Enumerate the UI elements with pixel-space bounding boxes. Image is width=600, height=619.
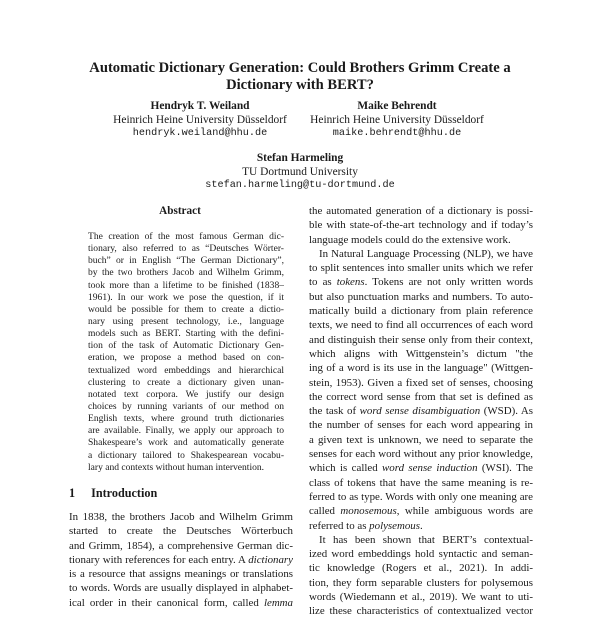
text-line <box>69 553 293 567</box>
author-email: hendryk.weiland@hhu.de <box>132 128 268 139</box>
text-line <box>88 340 284 352</box>
text-span: words (Wiedemann et al., 2019). We want to uti- <box>309 591 533 604</box>
text-line <box>69 581 293 595</box>
text-line <box>309 290 533 304</box>
text-span: stein, 1953). Given a fixed set of senses, choosing <box>309 376 533 389</box>
text-span: . <box>420 519 423 532</box>
text-line <box>88 304 284 316</box>
text-span: which is called <box>309 462 383 475</box>
emphasis-term: word sense disambiguation <box>359 405 481 418</box>
text-span: to split sentences into smaller units which we refer <box>309 262 533 275</box>
text-span: called <box>309 505 341 518</box>
text-span: is a resource that assigns meanings or translations <box>69 568 293 581</box>
text-line <box>88 280 284 292</box>
paragraph <box>309 533 533 619</box>
text-line <box>88 255 284 267</box>
text-line <box>309 476 533 490</box>
text-span: . Tokens are not only written words <box>364 276 533 289</box>
text-span: started to create the Deutsches Wörterbuch <box>69 525 293 538</box>
text-line <box>309 275 533 289</box>
text-line <box>309 604 533 618</box>
text-span: tion of the task of Automatic Dictionary Gen- <box>88 340 284 352</box>
abstract-body <box>88 231 284 474</box>
text-line <box>69 596 293 610</box>
text-line <box>88 389 284 401</box>
text-line <box>309 304 533 318</box>
title-line-1: Automatic Dictionary Generation: Could Brothers Grimm Create a <box>89 60 511 76</box>
title-line-2: Dictionary with BERT? <box>226 77 374 93</box>
text-line <box>309 490 533 504</box>
right-column <box>309 204 533 619</box>
text-span: a dictionary tailored to Shakespearean vocabu- <box>88 449 284 461</box>
text-line <box>88 450 284 462</box>
text-span: It has been shown that BERT’s contextual- <box>319 533 533 546</box>
text-line <box>88 316 284 328</box>
text-line <box>309 590 533 604</box>
text-span: texts, we need to find all occurrences of each word <box>309 319 533 332</box>
text-span: by the two brothers Jacob and Wilhelm Grimm, <box>88 267 284 279</box>
author-email: stefan.harmeling@tu-dortmund.de <box>205 180 395 191</box>
text-span: In 1838, the brothers Jacob and Wilhelm Grimm <box>69 511 293 523</box>
paragraph <box>309 204 533 247</box>
text-span: lize these characteristics of contextualized vector <box>309 605 533 618</box>
text-span: and distinguish their sense only from their context, <box>309 333 533 346</box>
text-line <box>309 547 533 561</box>
text-span: ical order in their canonical form, called <box>69 596 264 609</box>
text-span: English texts, where ground truth dictionaries <box>88 413 284 425</box>
text-line <box>309 447 533 461</box>
text-span: ferred to as type. Words with only one meaning are <box>309 490 533 503</box>
text-span: choices by running variants of our method on <box>88 400 284 412</box>
text-span: notated text corpora. We justify our design <box>88 388 284 400</box>
author-affiliation: TU Dortmund University <box>242 166 358 178</box>
text-line <box>69 539 293 553</box>
text-line <box>309 519 533 533</box>
text-line <box>309 504 533 518</box>
emphasis-term: word sense induction <box>382 462 478 475</box>
text-span: language models could do the extensive work. <box>309 233 511 246</box>
text-span: are available. Finally, we apply our approach to <box>88 425 284 437</box>
author-name: Stefan Harmeling <box>256 152 344 164</box>
text-line <box>88 328 284 340</box>
author-affiliation: Heinrich Heine University Düsseldorf <box>310 114 484 126</box>
text-line <box>309 533 533 547</box>
text-span: the automated generation of a dictionary is possi- <box>309 205 533 217</box>
text-line <box>88 292 284 304</box>
paper-title <box>60 60 540 94</box>
text-span: which aligns with Wittgenstein’s dictum "the <box>309 347 533 360</box>
text-span: , while ambiguous words are <box>396 505 533 518</box>
text-span: a given text is unknown, we need to separate the <box>309 433 533 446</box>
text-span: models such as BERT. Starting with the defini- <box>88 328 284 340</box>
text-line <box>88 413 284 425</box>
text-line <box>69 567 293 581</box>
text-line <box>309 361 533 375</box>
text-line <box>88 462 284 474</box>
text-line <box>309 433 533 447</box>
text-span: to words. Words are usually displayed in alphabet- <box>69 582 293 595</box>
section-title: Introduction <box>91 486 158 500</box>
text-line <box>88 267 284 279</box>
intro-left-column <box>69 510 293 610</box>
text-span: buch” or in English “The German Dictionary”, <box>88 255 284 267</box>
text-span: nary using present technology, i.e., language <box>88 315 284 327</box>
text-line <box>69 524 293 538</box>
text-line <box>88 231 284 243</box>
text-span: (WSI). The <box>477 462 533 475</box>
text-line <box>88 365 284 377</box>
text-span: 1961). In our work we pose the question, if it <box>88 291 284 303</box>
text-span: referred to as <box>309 519 370 532</box>
text-line <box>309 418 533 432</box>
text-line <box>309 461 533 475</box>
text-line <box>69 510 293 524</box>
text-span: ble with state-of-the-art technology and if today’s <box>309 219 533 232</box>
emphasis-term: monosemous <box>340 505 397 518</box>
text-span: clustering to create a dictionary given unan- <box>88 376 284 388</box>
text-span: but also punctuation marks and numbers. To auto- <box>309 290 533 303</box>
text-line <box>309 261 533 275</box>
author-email: maike.behrendt@hhu.de <box>332 128 462 139</box>
emphasis-term: dictionary <box>248 553 293 566</box>
text-line <box>309 247 533 261</box>
text-span: (WSD). As <box>480 405 533 418</box>
emphasis-term: polysemous <box>369 519 420 532</box>
text-line <box>309 233 533 247</box>
emphasis-term: tokens <box>336 276 365 289</box>
text-line <box>88 437 284 449</box>
text-span: tionary, also referred to as “Deutsches Wörter- <box>88 243 284 255</box>
text-span: and Grimm, 1854), a comprehensive German dic- <box>69 539 293 552</box>
text-span: Shakespeare’s work and automatically generate <box>88 437 284 449</box>
author-name: Maike Behrendt <box>357 100 437 112</box>
author-block <box>150 151 450 193</box>
text-line <box>309 218 533 232</box>
text-line <box>88 425 284 437</box>
author-block <box>90 99 310 141</box>
text-line <box>309 333 533 347</box>
abstract-heading: Abstract <box>159 205 201 217</box>
author-affiliation: Heinrich Heine University Düsseldorf <box>113 114 287 126</box>
text-span: In Natural Language Processing (NLP), we have <box>319 247 533 260</box>
text-span: tion, they form separable clusters for polysemous <box>309 576 533 589</box>
text-span: would be possible for them to create a dictio- <box>88 303 284 315</box>
text-span: class of tokens that have the same meaning is re- <box>309 476 533 489</box>
text-span: eration, we propose a method based on con- <box>88 352 284 364</box>
text-span: senses for each word without any prior knowledge, <box>309 448 533 461</box>
text-span: took more than a lifetime to be finished (1838– <box>88 279 284 291</box>
text-line <box>88 377 284 389</box>
text-line <box>309 376 533 390</box>
text-span: The creation of the most famous German dic- <box>88 231 284 242</box>
text-line <box>309 404 533 418</box>
text-span: the number of senses for each word appearing in <box>309 419 533 432</box>
text-span: textualized word embeddings and hierarchical <box>88 364 284 376</box>
text-line <box>309 561 533 575</box>
text-line <box>309 576 533 590</box>
text-span: ized word embeddings hold syntactic and seman- <box>309 548 533 561</box>
text-span: the correct word sense from that set is defined as <box>309 390 533 403</box>
text-span: tic knowledge (Rogers et al., 2021). In addi- <box>309 562 533 575</box>
text-span: matically build a dictionary from plain reference <box>309 305 533 318</box>
text-line <box>88 401 284 413</box>
text-line <box>309 347 533 361</box>
paragraph <box>309 247 533 533</box>
emphasis-term: lemma <box>263 596 293 609</box>
section-heading <box>69 486 173 501</box>
text-span: ing of a word is its use in the language" (Wittgen- <box>309 362 533 375</box>
text-span: the task of <box>309 405 360 418</box>
text-span: to as <box>309 276 337 289</box>
text-span: lary and contexts without human intervention. <box>88 461 265 473</box>
text-line <box>309 318 533 332</box>
text-line <box>309 390 533 404</box>
author-name: Hendryk T. Weiland <box>150 100 250 112</box>
section-number: 1 <box>69 486 76 500</box>
text-span: tionary with references for each entry. A <box>69 553 249 566</box>
text-line <box>88 352 284 364</box>
text-line <box>88 243 284 255</box>
author-block <box>287 99 507 141</box>
text-line <box>309 204 533 218</box>
